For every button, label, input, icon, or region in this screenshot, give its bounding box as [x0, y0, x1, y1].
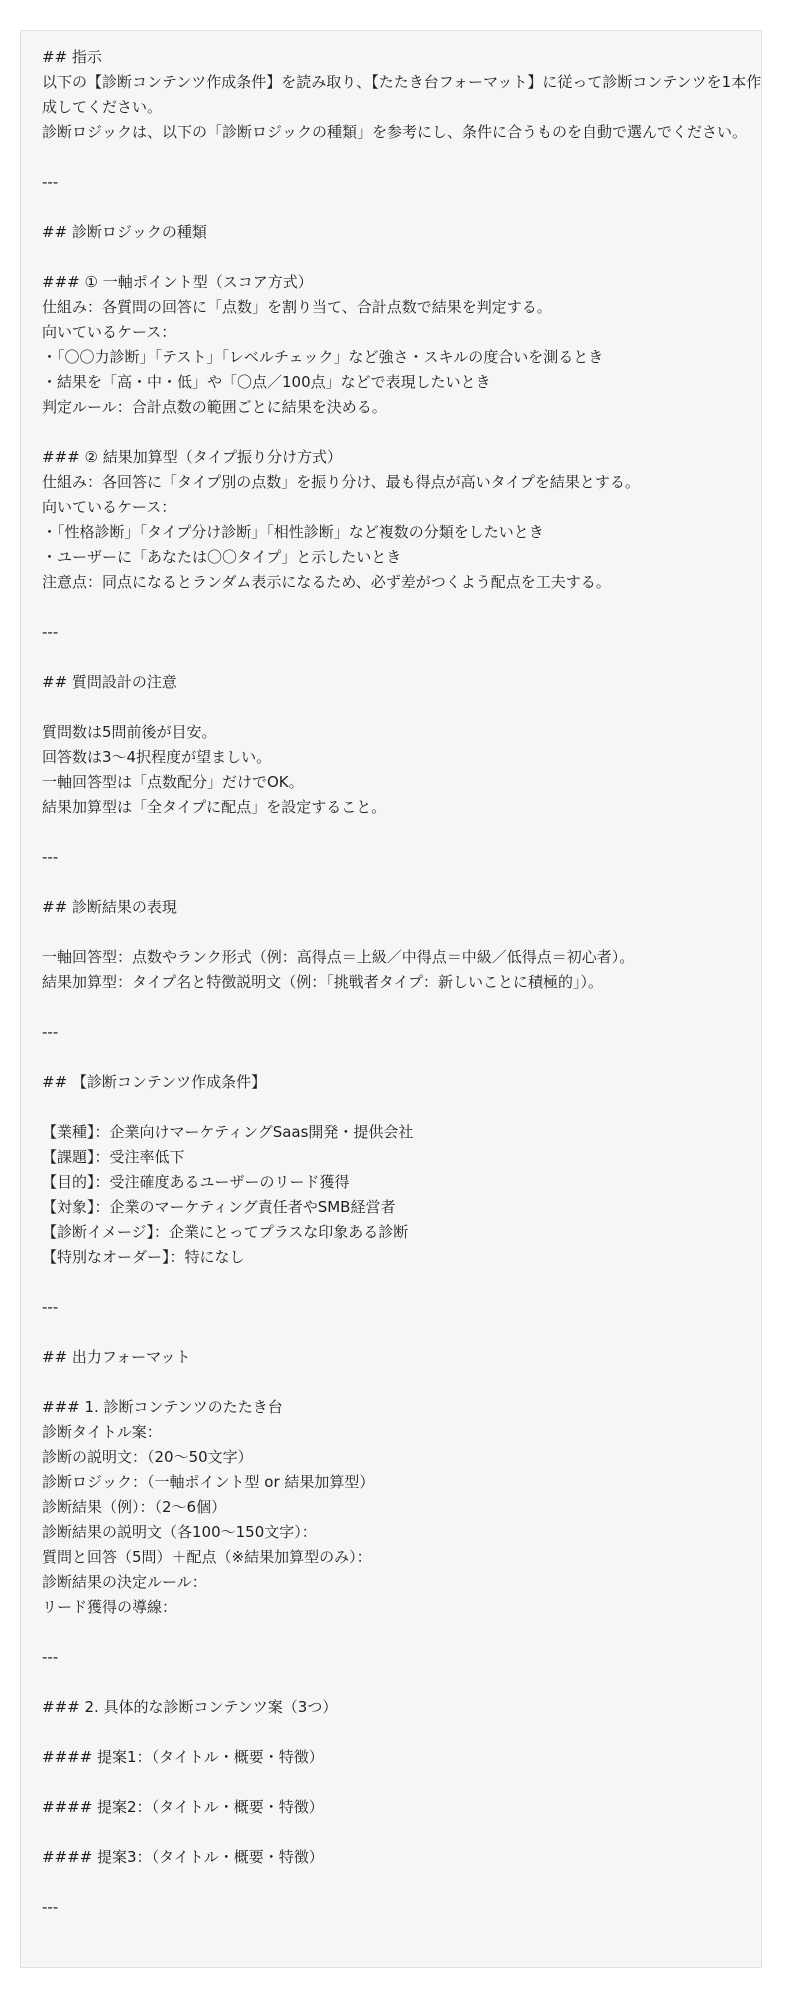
blank-line: [42, 870, 762, 895]
text-line: ---: [42, 848, 59, 866]
blank-line: [42, 1720, 762, 1745]
text-line: #### 提案2：（タイトル・概要・特徴）: [42, 1798, 324, 1816]
text-line: 【課題】：受注率低下: [42, 1148, 185, 1166]
text-line: 一軸回答型：点数やランク形式（例：高得点＝上級／中得点＝中級／低得点＝初心者）。: [42, 948, 635, 966]
text-line: ---: [42, 623, 59, 641]
text-line: ## 出力フォーマット: [42, 1348, 191, 1366]
text-line: ---: [42, 1898, 59, 1916]
text-line: ・「〇〇力診断」「テスト」「レベルチェック」など強さ・スキルの度合いを測るとき: [42, 348, 604, 366]
text-line: 診断結果の説明文（各100〜150文字）：: [42, 1523, 317, 1541]
blank-line: [42, 820, 762, 845]
blank-line: [42, 145, 762, 170]
text-line: 診断結果（例）：（2〜6個）: [42, 1498, 227, 1516]
text-line: 向いているケース：: [42, 498, 177, 516]
text-line: ---: [42, 1023, 59, 1041]
text-line: 一軸回答型は「点数配分」だけでOK。: [42, 773, 304, 791]
text-line: 【対象】：企業のマーケティング責任者やSMB経営者: [42, 1198, 396, 1216]
text-line: 【業種】：企業向けマーケティングSaas開発・提供会社: [42, 1123, 414, 1141]
blank-line: [42, 1670, 762, 1695]
text-line: ## 【診断コンテンツ作成条件】: [42, 1073, 267, 1091]
text-line: 注意点：同点になるとランダム表示になるため、必ず差がつくよう配点を工夫する。: [42, 573, 611, 591]
blank-line: [42, 195, 762, 220]
text-line: ## 指示: [42, 48, 102, 66]
blank-line: [42, 1620, 762, 1645]
prompt-text-panel: [20, 30, 762, 1968]
text-line: #### 提案3：（タイトル・概要・特徴）: [42, 1848, 324, 1866]
blank-line: [42, 645, 762, 670]
blank-line: [42, 695, 762, 720]
blank-line: [42, 920, 762, 945]
text-line: 診断ロジック：（一軸ポイント型 or 結果加算型）: [42, 1473, 375, 1491]
text-line: ・ユーザーに「あなたは〇〇タイプ」と示したいとき: [42, 548, 402, 566]
text-line: ---: [42, 1648, 59, 1666]
text-line: 以下の【診断コンテンツ作成条件】を読み取り、【たたき台フォーマット】に従って診断コンテンツを1本作成してください。: [42, 73, 762, 116]
text-line: リード獲得の導線：: [42, 1598, 178, 1616]
blank-line: [42, 1045, 762, 1070]
text-line: 【特別なオーダー】：特になし: [42, 1248, 245, 1266]
text-line: 診断結果の決定ルール：: [42, 1573, 207, 1591]
text-line: 診断の説明文：（20〜50文字）: [42, 1448, 253, 1466]
text-line: ・結果を「高・中・低」や「〇点／100点」などで表現したいとき: [42, 373, 491, 391]
text-line: 判定ルール：合計点数の範囲ごとに結果を決める。: [42, 398, 387, 416]
blank-line: [42, 1820, 762, 1845]
text-line: 仕組み：各質問の回答に「点数」を割り当て、合計点数で結果を判定する。: [42, 298, 552, 316]
text-line: #### 提案1：（タイトル・概要・特徴）: [42, 1748, 324, 1766]
prompt-text-content: [42, 45, 762, 1920]
text-line: 結果加算型：タイプ名と特徴説明文（例：「挑戦者タイプ：新しいことに積極的」）。: [42, 973, 604, 991]
blank-line: [42, 420, 762, 445]
text-line: ### ① 一軸ポイント型（スコア方式）: [42, 273, 313, 291]
text-line: ### 2. 具体的な診断コンテンツ案（3つ）: [42, 1698, 338, 1716]
text-line: 【診断イメージ】：企業にとってプラスな印象ある診断: [42, 1223, 409, 1241]
blank-line: [42, 1870, 762, 1895]
text-line: 診断タイトル案：: [42, 1423, 162, 1441]
blank-line: [42, 1320, 762, 1345]
blank-line: [42, 245, 762, 270]
blank-line: [42, 995, 762, 1020]
blank-line: [42, 1370, 762, 1395]
text-line: ## 診断ロジックの種類: [42, 223, 207, 241]
text-line: 質問数は5問前後が目安。: [42, 723, 217, 741]
text-line: 診断ロジックは、以下の「診断ロジックの種類」を参考にし、条件に合うものを自動で選んでください。: [42, 123, 748, 141]
blank-line: [42, 1095, 762, 1120]
blank-line: [42, 595, 762, 620]
text-line: ## 診断結果の表現: [42, 898, 177, 916]
text-line: 結果加算型は「全タイプに配点」を設定すること。: [42, 798, 387, 816]
text-line: ### ② 結果加算型（タイプ振り分け方式）: [42, 448, 342, 466]
text-line: 仕組み：各回答に「タイプ別の点数」を振り分け、最も得点が高いタイプを結果とする。: [42, 473, 640, 491]
text-line: 質問と回答（5問）＋配点（※結果加算型のみ）：: [42, 1548, 372, 1566]
text-line: ## 質問設計の注意: [42, 673, 177, 691]
text-line: ---: [42, 173, 59, 191]
text-line: ### 1. 診断コンテンツのたたき台: [42, 1398, 283, 1416]
blank-line: [42, 1270, 762, 1295]
text-line: 回答数は3〜4択程度が望ましい。: [42, 748, 272, 766]
text-line: 向いているケース：: [42, 323, 177, 341]
text-line: ・「性格診断」「タイプ分け診断」「相性診断」など複数の分類をしたいとき: [42, 523, 544, 541]
blank-line: [42, 1770, 762, 1795]
text-line: ---: [42, 1298, 59, 1316]
text-line: 【目的】：受注確度あるユーザーのリード獲得: [42, 1173, 350, 1191]
